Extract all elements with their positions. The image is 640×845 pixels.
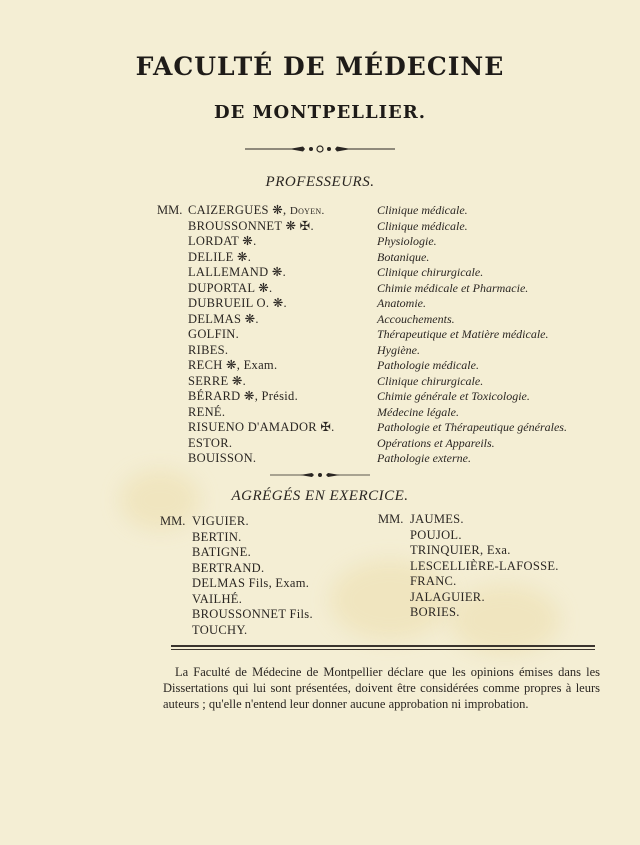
agrege-row: [378, 512, 588, 528]
agrege-name: DELMAS Fils, Exam.: [192, 576, 310, 590]
professor-name: [188, 281, 272, 297]
professor-row: [157, 374, 597, 390]
professor-chair: Chimie générale et Toxicologie.: [377, 389, 530, 403]
professor-name: [188, 436, 232, 452]
professor-row: [157, 358, 597, 374]
agreges-left-column: [160, 514, 370, 638]
agreges-right-column: [378, 512, 588, 621]
professor-name: [188, 203, 325, 220]
professor-name: [188, 265, 286, 281]
professor-name-text: LALLEMAND ❋.: [188, 265, 287, 279]
professor-chair: Clinique chirurgicale.: [377, 373, 484, 388]
professor-name: [188, 234, 257, 250]
agrege-name: BROUSSONNET Fils.: [192, 607, 313, 621]
professor-name-text: LORDAT ❋.: [188, 234, 257, 248]
professor-row: [157, 234, 597, 250]
agrege-name: FRANC.: [410, 574, 457, 588]
document-title: FACULTÉ DE MÉDECINE: [135, 52, 505, 81]
ornament-divider-icon: [245, 143, 395, 155]
agrege-row: [378, 605, 588, 621]
agrege-row: [378, 528, 588, 544]
professor-chair: Clinique médicale.: [377, 218, 468, 233]
professor-row: [157, 296, 597, 312]
professor-name-text: SERRE ❋.: [188, 373, 247, 388]
agrege-row: [378, 543, 588, 559]
agrege-row: [378, 559, 588, 575]
professor-name-text: BROUSSONNET ❋ ✠.: [188, 218, 314, 233]
professor-chair: Hygiène.: [377, 342, 420, 357]
professor-name-text: BÉRARD ❋, Présid.: [188, 389, 299, 403]
professor-chair: Chimie médicale et Pharmacie.: [377, 280, 529, 295]
professor-name-text: ESTOR.: [188, 435, 233, 450]
agrege-name: JALAGUIER.: [410, 589, 485, 604]
agrege-row: [160, 623, 370, 639]
professor-chair: Botanique.: [377, 249, 430, 264]
agrege-row: [160, 545, 370, 561]
agreges-prefix: MM.: [160, 514, 186, 528]
professor-name-text: DUBRUEIL O. ❋.: [188, 296, 287, 310]
professor-name-text: DELMAS ❋.: [188, 311, 259, 326]
professor-chair: Pathologie et Thérapeutique générales.: [377, 420, 567, 434]
agrege-row: [160, 576, 370, 592]
agreges-prefix: MM.: [378, 512, 404, 526]
professor-name: [188, 250, 251, 266]
professor-row: [157, 436, 597, 452]
agrege-row: [160, 607, 370, 623]
disclaimer-note: La Faculté de Médecine de Montpellier déclare que les opinions émises dans les Dissertations qui lui sont présentées, doivent être considérées comme propres à leurs auteurs ; qu'elle n'entend leur donner aucune approbation ni improbation.: [163, 665, 600, 711]
professor-name: [188, 405, 225, 421]
agrege-name: LESCELLIÈRE-LAFOSSE.: [410, 558, 559, 573]
professor-chair: Thérapeutique et Matière médicale.: [377, 327, 549, 341]
agrege-name: JAUMES.: [410, 512, 464, 526]
professor-row: [157, 203, 597, 219]
agrege-name: TOUCHY.: [192, 622, 248, 637]
agrege-name: VAILHÉ.: [192, 591, 243, 606]
professor-chair: Clinique médicale.: [377, 203, 468, 217]
professor-name: [188, 374, 246, 390]
agrege-row: [160, 514, 370, 530]
professor-row: [157, 405, 597, 421]
agrege-row: [160, 561, 370, 577]
professor-name-text: GOLFIN.: [188, 327, 240, 341]
agrege-row: [160, 592, 370, 608]
professor-row: [157, 281, 597, 297]
professor-row: [157, 420, 597, 436]
professor-chair: Accouchements.: [377, 311, 455, 326]
professors-list: [157, 203, 597, 467]
professor-row: [157, 343, 597, 359]
professor-name-text: DELILE ❋.: [188, 249, 252, 264]
document-subtitle: DE MONTPELLIER.: [214, 102, 426, 123]
professor-chair: Clinique chirurgicale.: [377, 265, 484, 279]
professor-chair: Pathologie externe.: [377, 451, 471, 465]
professor-chair: Physiologie.: [377, 234, 437, 248]
small-divider-icon: [270, 471, 370, 479]
professor-chair: Anatomie.: [377, 296, 426, 310]
professor-name-text: RIBES.: [188, 342, 229, 357]
agrege-name: POUJOL.: [410, 527, 462, 542]
agrege-name: VIGUIER.: [192, 514, 249, 528]
professor-chair: Opérations et Appareils.: [377, 435, 495, 450]
double-rule-bottom: [171, 649, 595, 650]
agrege-name: BATIGNE.: [192, 545, 251, 559]
agrege-row: [378, 590, 588, 606]
double-rule-top: [171, 645, 595, 647]
professor-name: [188, 358, 277, 374]
professor-name-text: RISUENO D'AMADOR ✠.: [188, 420, 335, 434]
professor-name-text: CAIZERGUES ❋,: [188, 203, 287, 217]
professor-chair: Pathologie médicale.: [377, 358, 479, 372]
agrege-name: BERTIN.: [192, 529, 242, 544]
professor-name-text: RECH ❋, Exam.: [188, 358, 278, 372]
professor-name: [188, 219, 314, 235]
professor-row: [157, 219, 597, 235]
professor-name: [188, 420, 335, 436]
professors-prefix: MM.: [157, 203, 183, 217]
professor-name-text: RENÉ.: [188, 404, 226, 419]
agrege-row: [378, 574, 588, 590]
professor-row: [157, 250, 597, 266]
professor-name: [188, 389, 298, 405]
professor-name: [188, 312, 259, 328]
professor-row: [157, 265, 597, 281]
agrege-name: TRINQUIER, Exa.: [410, 543, 511, 557]
agrege-name: BORIES.: [410, 605, 460, 619]
professor-title: Doyen.: [289, 205, 325, 217]
professor-row: [157, 327, 597, 343]
professor-chair: Médecine légale.: [377, 404, 459, 419]
ornament-divider: [0, 140, 640, 159]
professors-heading: PROFESSEURS.: [265, 174, 375, 190]
agrege-name: BERTRAND.: [192, 560, 265, 575]
agreges-heading: AGRÉGÉS EN EXERCICE.: [231, 488, 409, 504]
professor-name: [188, 343, 228, 359]
professor-row: [157, 389, 597, 405]
small-divider: [0, 464, 640, 483]
agrege-row: [160, 530, 370, 546]
professor-name: [188, 327, 239, 343]
professor-name: [188, 296, 287, 312]
professor-name-text: DUPORTAL ❋.: [188, 280, 273, 295]
professor-name-text: BOUISSON.: [188, 451, 257, 465]
professor-row: [157, 312, 597, 328]
